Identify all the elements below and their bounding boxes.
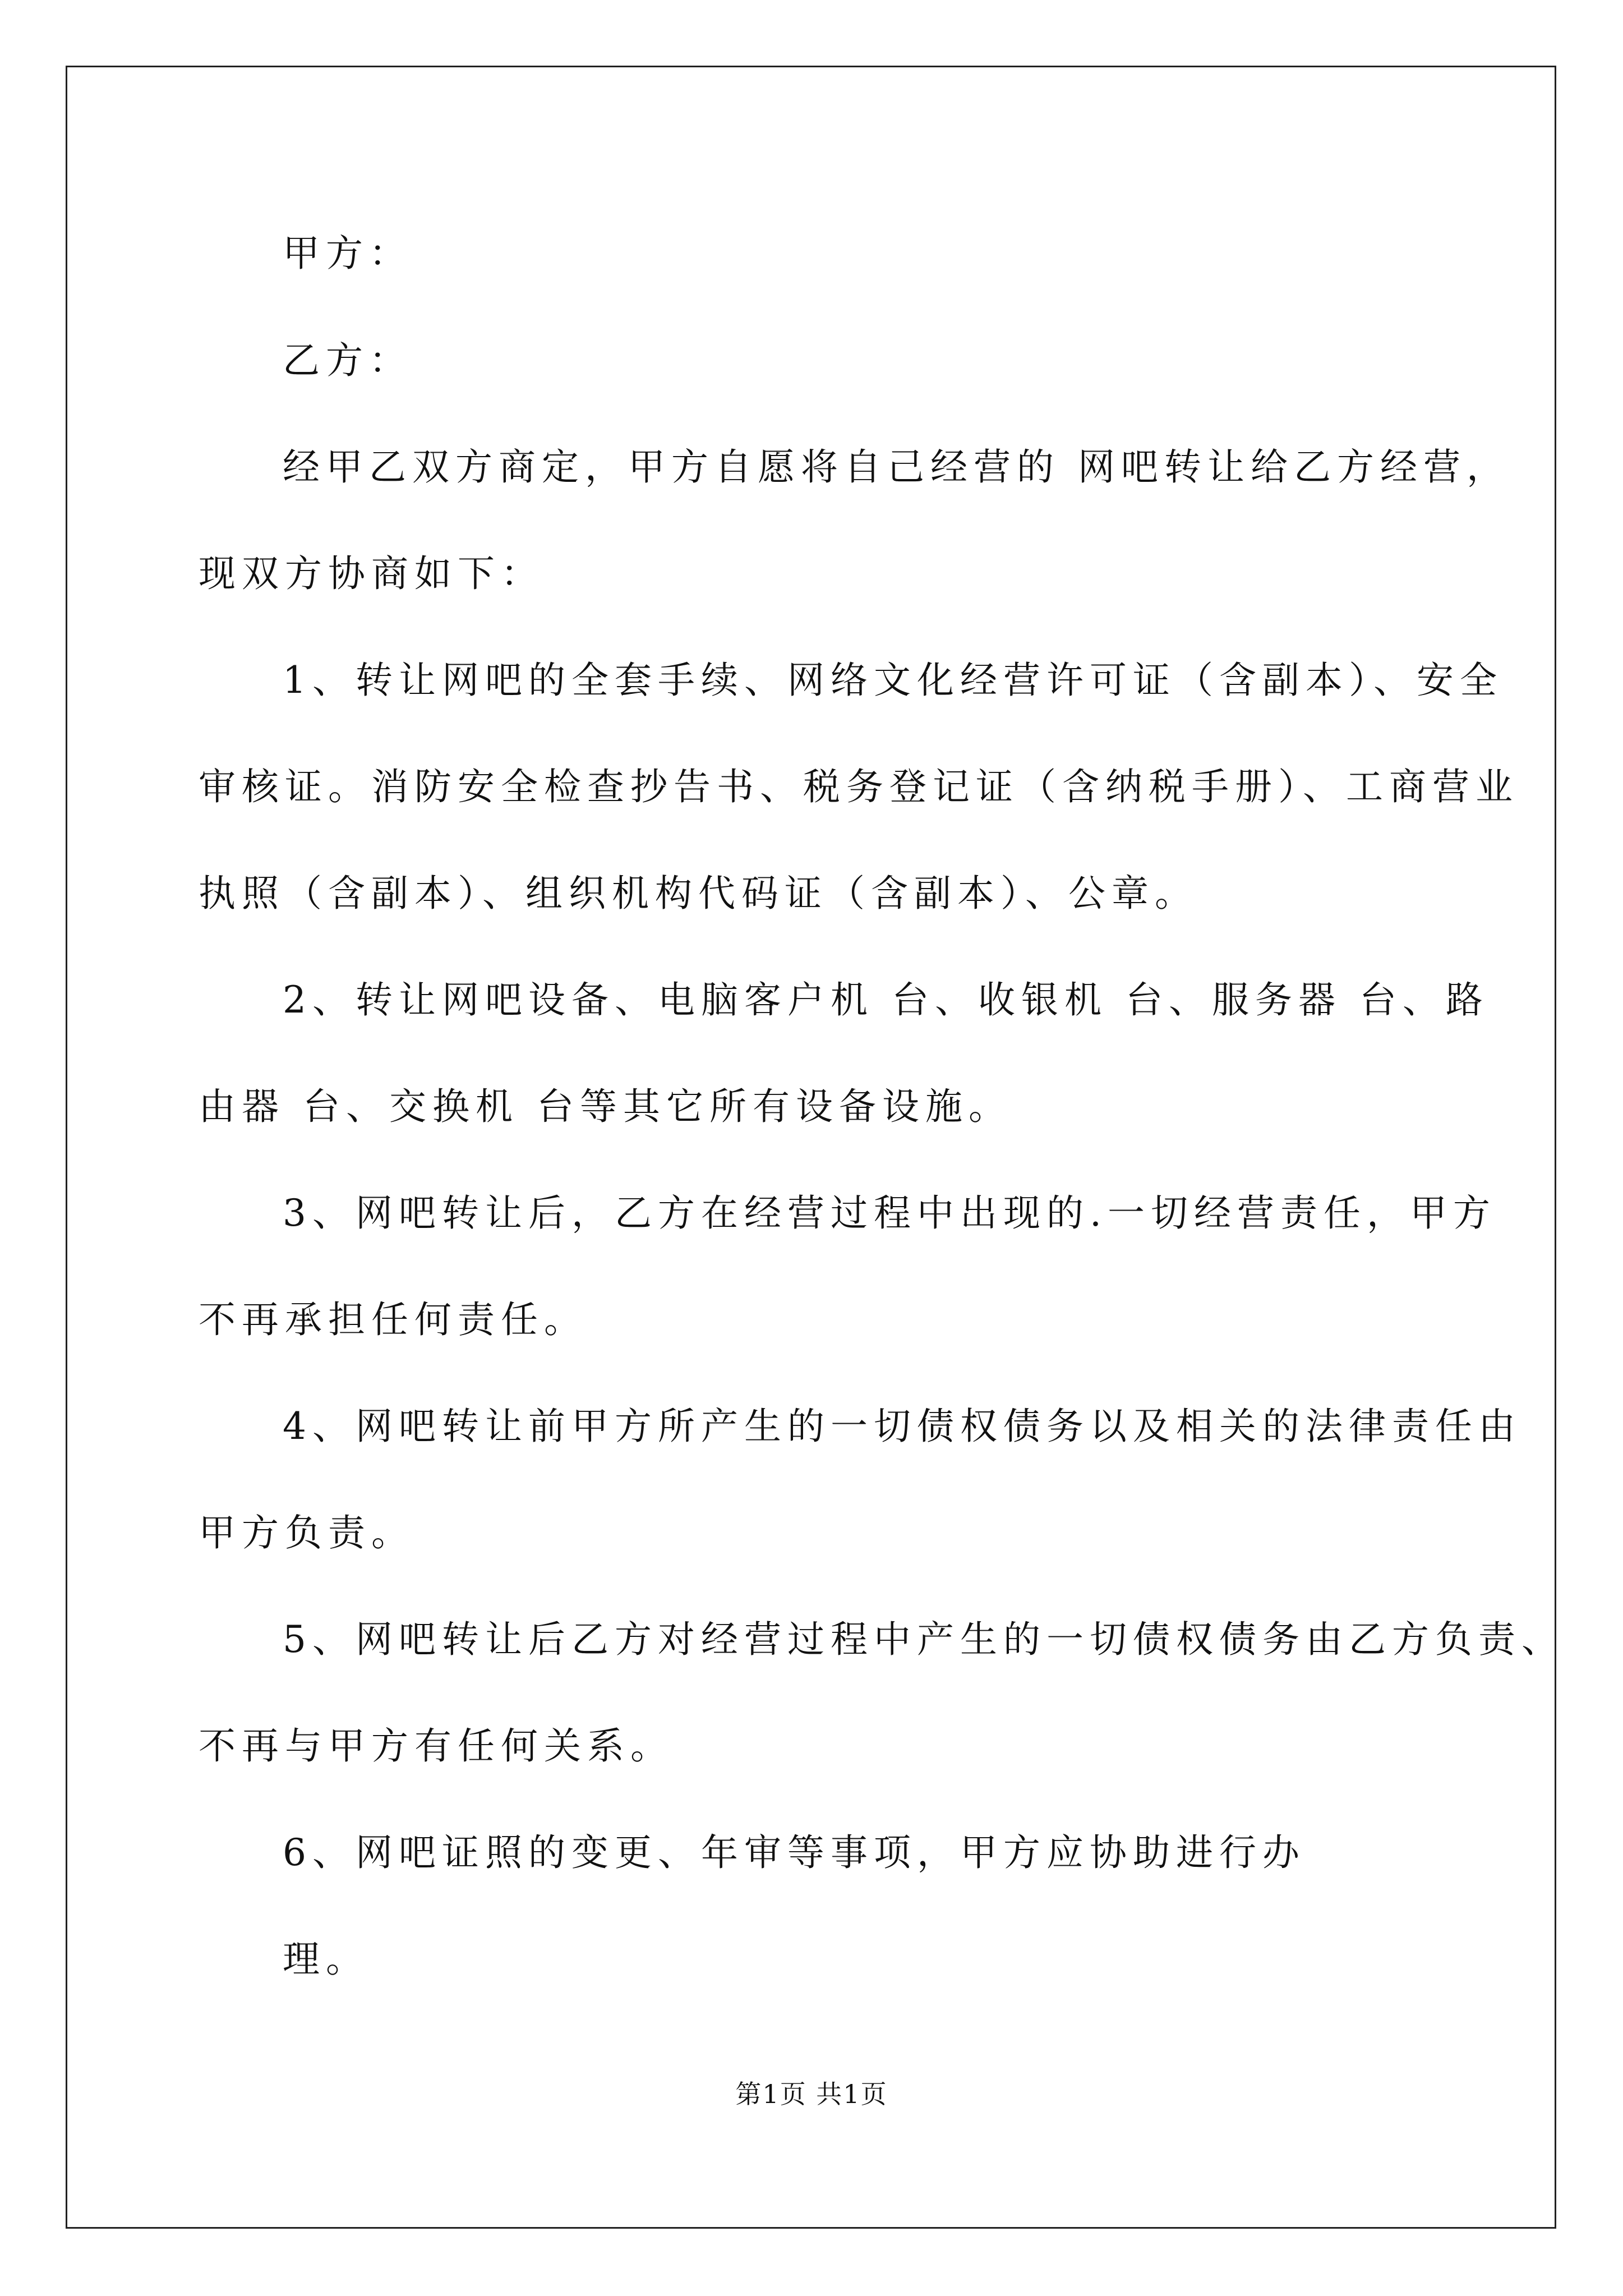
- clause-5-line-1: 5、网吧转让后乙方对经营过程中产生的一切债权债务由乙方负责、: [283, 1618, 1565, 1661]
- clause-6-line-2: 理。: [283, 1938, 369, 1981]
- page-border: [66, 66, 1556, 2229]
- clause-1-line-3: 执照（含副本）、组织机构代码证（含副本）、公章。: [199, 872, 1198, 915]
- intro-line-1: 经甲乙双方商定，甲方自愿将自己经营的 网吧转让给乙方经营，: [283, 445, 1510, 489]
- clause-4-line-1: 4、网吧转让前甲方所产生的一切债权债务以及相关的法律责任由: [283, 1405, 1521, 1448]
- clause-3-line-1: 3、网吧转让后，乙方在经营过程中出现的.一切经营责任，甲方: [283, 1191, 1496, 1235]
- clause-1-line-1: 1、转让网吧的全套手续、网络文化经营许可证（含副本）、安全: [283, 659, 1503, 702]
- intro-line-2: 现双方协商如下：: [199, 552, 544, 595]
- party-a-label: 甲方：: [283, 232, 412, 275]
- clause-5-line-2: 不再与甲方有任何关系。: [199, 1724, 674, 1768]
- clause-3-line-2: 不再承担任何责任。: [199, 1298, 587, 1341]
- clause-4-line-2: 甲方负责。: [199, 1511, 414, 1554]
- clause-2-line-1: 2、转让网吧设备、电脑客户机 台、收银机 台、服务器 台、路: [283, 978, 1489, 1022]
- page-number-footer: 第1页 共1页: [735, 2079, 888, 2109]
- clause-6-line-1: 6、网吧证照的变更、年审等事项，甲方应协助进行办: [283, 1831, 1306, 1874]
- clause-2-line-2: 由器 台、交换机 台等其它所有设备设施。: [199, 1085, 1012, 1128]
- party-b-label: 乙方：: [283, 339, 412, 382]
- clause-1-line-2: 审核证。消防安全检查抄告书、税务登记证（含纳税手册）、工商营业: [199, 765, 1519, 808]
